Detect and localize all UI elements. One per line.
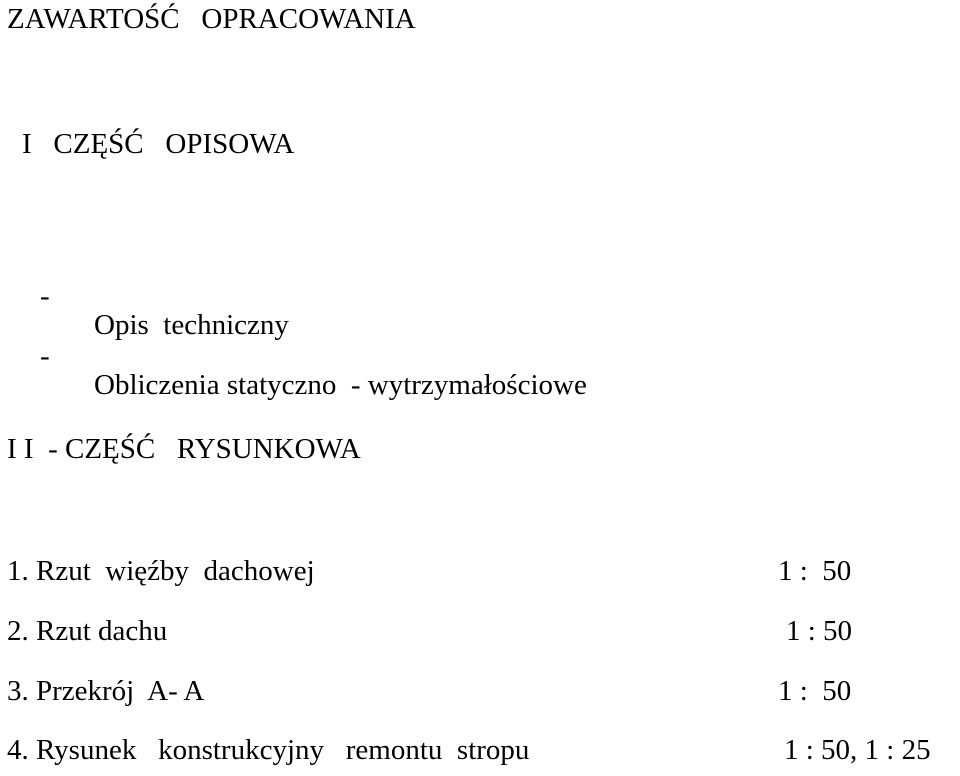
list-item-label: Opis techniczny [94,309,289,341]
part-1-heading: I CZĘŚĆ OPISOWA [22,128,295,160]
document-title: ZAWARTOŚĆ OPRACOWANIA [7,3,416,35]
drawing-scale: 1 : 50 [778,675,852,707]
drawing-row [0,736,960,776]
drawing-row [0,617,960,657]
drawing-title: 3. Przekrój A- A [7,675,205,707]
drawing-row [0,677,960,717]
list-dash: - [40,340,50,372]
list-dash: - [40,280,50,312]
list-item-label: Obliczenia statyczno - wytrzymałościowe [94,369,587,401]
drawing-title: 2. Rzut dachu [7,615,168,647]
drawing-scale: 1 : 50 [786,615,853,647]
drawing-row [0,557,960,597]
part-2-heading: I I - CZĘŚĆ RYSUNKOWA [7,433,361,465]
drawing-scale: 1 : 50 [778,555,852,587]
drawing-title: 1. Rzut więźby dachowej [7,555,315,587]
drawing-title: 4. Rysunek konstrukcyjny remontu stropu [7,734,530,766]
drawing-scale: 1 : 50, 1 : 25 [784,734,931,766]
